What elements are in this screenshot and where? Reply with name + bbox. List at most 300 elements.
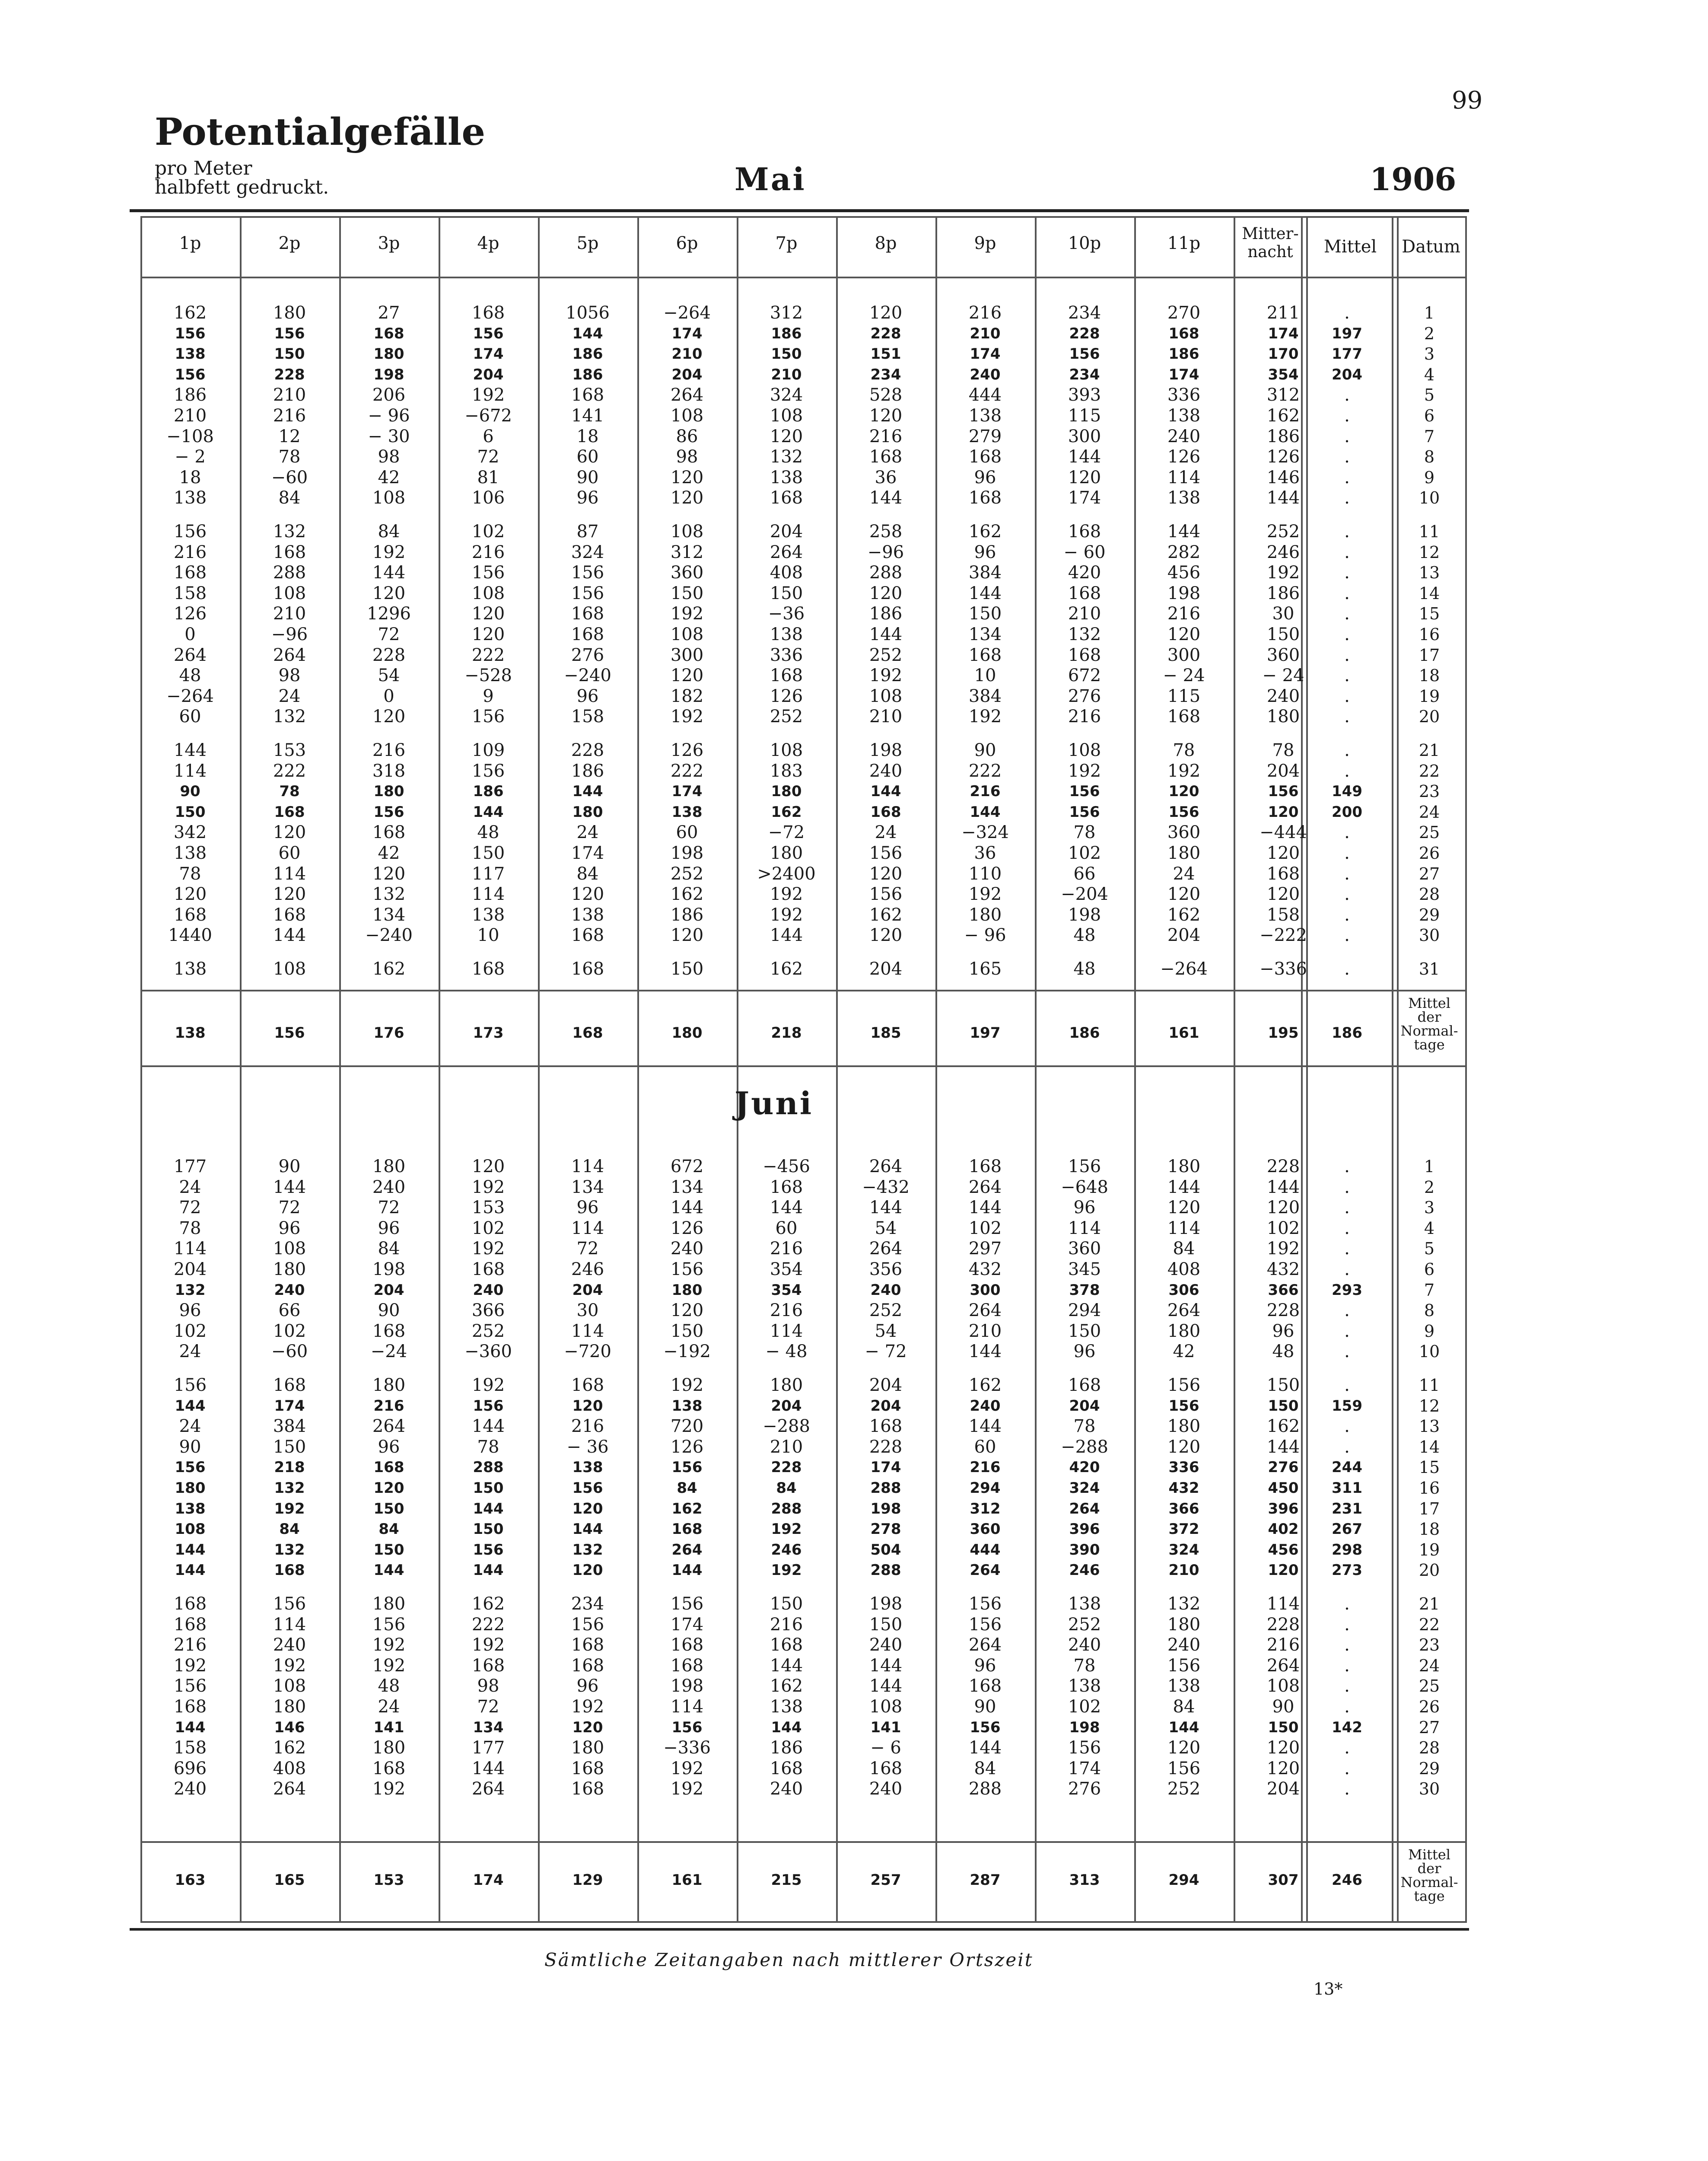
table-cell: 156 [671, 1718, 703, 1736]
table-cell: 120 [770, 426, 803, 446]
table-cell: 204 [869, 959, 903, 979]
table-cell: 98 [676, 447, 698, 467]
table-cell: 186 [770, 1738, 803, 1758]
date-cell: 31 [1419, 959, 1440, 979]
table-cell: 222 [471, 645, 505, 665]
table-cell: −240 [365, 925, 413, 946]
table-cell: 120 [273, 822, 306, 843]
table-cell: 84 [378, 522, 400, 542]
date-cell: 19 [1419, 686, 1440, 706]
table-cell: 264 [670, 385, 704, 405]
table-cell: 150 [473, 1479, 504, 1497]
table-cell: 156 [471, 563, 505, 583]
table-cell: 18 [179, 467, 201, 488]
table-cell: 174 [571, 843, 604, 863]
table-cell: 228 [571, 740, 604, 760]
table-cell: 108 [670, 522, 704, 542]
column-mean: 138 [175, 1024, 206, 1042]
table-cell: 132 [273, 522, 306, 542]
table-cell: 120 [372, 864, 406, 884]
mean-cell: . [1344, 1342, 1350, 1362]
table-cell: 120 [1167, 1198, 1201, 1218]
date-cell: 12 [1419, 542, 1440, 562]
mean-cell: . [1344, 1239, 1350, 1259]
table-cell: 294 [970, 1479, 1001, 1497]
table-cell: 186 [1168, 345, 1199, 363]
table-cell: 192 [274, 1500, 305, 1517]
table-cell: 198 [1167, 583, 1201, 603]
table-cell: 156 [670, 1259, 704, 1279]
table-cell: 234 [1069, 366, 1100, 383]
table-cell: 324 [571, 542, 604, 562]
table-cell: 144 [473, 1562, 504, 1579]
table-cell: 300 [970, 1281, 1001, 1299]
table-cell: 144 [572, 783, 603, 800]
table-cell: 156 [175, 366, 206, 383]
table-cell: 144 [771, 1718, 802, 1736]
table-cell: −288 [1061, 1437, 1108, 1457]
table-cell: −108 [166, 426, 214, 446]
date-cell: 7 [1424, 1280, 1435, 1300]
table-cell: 216 [770, 1614, 803, 1635]
subtitle-line2: halbfett gedruckt. [155, 176, 329, 198]
table-cell: −324 [961, 822, 1009, 843]
table-cell: 216 [571, 1416, 604, 1437]
table-cell: 141 [571, 406, 604, 426]
table-cell: 258 [869, 522, 903, 542]
table-cell: 240 [870, 1281, 901, 1299]
table-cell: 114 [1167, 467, 1201, 488]
table-cell: 126 [1266, 447, 1300, 467]
mean-cell: . [1344, 1198, 1350, 1218]
table-cell: 168 [571, 925, 604, 946]
column-mean: 174 [473, 1871, 504, 1889]
date-cell: 6 [1424, 406, 1435, 425]
table-cell: 30 [576, 1300, 599, 1321]
table-cell: 192 [670, 707, 704, 727]
mean-cell: . [1344, 1614, 1350, 1635]
table-cell: −288 [763, 1416, 810, 1437]
table-cell: 90 [974, 740, 996, 760]
date-cell: 10 [1419, 1342, 1440, 1361]
column-header: 2p [278, 233, 301, 253]
mean-cell: . [1344, 843, 1350, 863]
table-cell: 108 [869, 686, 903, 706]
table-cell: 114 [273, 864, 306, 884]
mean-cell: . [1344, 864, 1350, 884]
table-cell: 78 [1073, 1655, 1096, 1676]
table-cell: 384 [968, 686, 1002, 706]
table-cell: −36 [768, 604, 805, 624]
table-cell: 168 [1068, 522, 1101, 542]
table-cell: 384 [273, 1416, 306, 1437]
table-cell: 120 [1266, 1198, 1300, 1218]
sheet-signature: 13* [1314, 1979, 1343, 1998]
date-cell: 29 [1419, 905, 1440, 924]
table-cell: 150 [770, 583, 803, 603]
table-cell: 174 [473, 345, 504, 363]
table-cell: 198 [372, 1259, 406, 1279]
table-cell: 240 [274, 1281, 305, 1299]
table-cell: 144 [373, 1562, 404, 1579]
table-cell: 144 [770, 1655, 803, 1676]
column-mean: 257 [870, 1871, 901, 1889]
table-cell: 144 [471, 1758, 505, 1779]
table-cell: − 24 [1163, 666, 1205, 686]
table-cell: 138 [572, 1459, 603, 1476]
table-cell: 222 [273, 761, 306, 781]
mean-cell: . [1344, 905, 1350, 925]
table-cell: 276 [1068, 1779, 1101, 1799]
table-cell: 150 [771, 345, 802, 363]
table-cell: 150 [1268, 1718, 1299, 1736]
table-cell: 96 [974, 542, 996, 562]
table-cell: 372 [1168, 1520, 1199, 1538]
table-cell: 156 [1167, 1655, 1201, 1676]
table-cell: 84 [1173, 1697, 1195, 1717]
table-cell: 168 [173, 1697, 207, 1717]
table-cell: 183 [770, 761, 803, 781]
table-cell: 108 [471, 583, 505, 603]
mean-cell: 142 [1332, 1718, 1362, 1736]
table-cell: 312 [970, 1500, 1001, 1517]
date-cell: 27 [1419, 1718, 1440, 1737]
mean-cell: . [1344, 542, 1350, 562]
table-cell: 390 [1069, 1541, 1100, 1559]
year: 1906 [1370, 161, 1457, 198]
table-cell: 96 [1272, 1321, 1295, 1341]
table-cell: 114 [571, 1218, 604, 1238]
table-cell: 120 [670, 666, 704, 686]
table-cell: 264 [273, 645, 306, 665]
table-cell: −432 [862, 1177, 910, 1197]
table-cell: 300 [1167, 645, 1201, 665]
table-cell: 144 [970, 803, 1001, 821]
table-cell: 134 [372, 905, 406, 925]
table-cell: 156 [173, 1676, 207, 1696]
table-cell: 186 [1266, 426, 1300, 446]
table-cell: 96 [974, 1655, 996, 1676]
table-cell: 210 [770, 1437, 803, 1457]
date-cell: 10 [1419, 488, 1440, 508]
table-cell: 156 [473, 1397, 504, 1415]
table-cell: 408 [770, 563, 803, 583]
table-cell: 108 [273, 1239, 306, 1259]
table-cell: 144 [968, 1416, 1002, 1437]
table-cell: 90 [1272, 1697, 1295, 1717]
footnote: Sämtliche Zeitangaben nach mittlerer Ortszeit [544, 1949, 1034, 1970]
table-cell: 216 [968, 303, 1002, 323]
table-cell: 24 [179, 1416, 201, 1437]
table-cell: 78 [1272, 740, 1295, 760]
table-cell: 264 [471, 1779, 505, 1799]
table-cell: 114 [1167, 1218, 1201, 1238]
table-cell: 78 [278, 447, 301, 467]
table-cell: 120 [572, 1397, 603, 1415]
table-cell: 156 [473, 325, 504, 342]
table-cell: 162 [770, 1676, 803, 1696]
table-cell: 216 [970, 783, 1001, 800]
table-cell: 180 [1266, 707, 1300, 727]
table-cell: 288 [869, 563, 903, 583]
table-cell: 144 [968, 1738, 1002, 1758]
table-cell: 138 [770, 467, 803, 488]
date-cell: 2 [1424, 1177, 1435, 1197]
table-cell: 1440 [168, 925, 212, 946]
table-cell: 384 [968, 563, 1002, 583]
column-mean: 294 [1168, 1871, 1199, 1889]
table-cell: 86 [676, 426, 698, 446]
table-cell: 138 [1167, 488, 1201, 508]
date-cell: 9 [1424, 468, 1435, 487]
table-cell: 366 [1268, 1281, 1299, 1299]
table-cell: 210 [273, 604, 306, 624]
mean-cell: . [1344, 1655, 1350, 1676]
page-title: Potentialgefälle [155, 110, 486, 154]
table-cell: 216 [1266, 1635, 1300, 1655]
table-cell: 96 [974, 467, 996, 488]
table-cell: 174 [1068, 488, 1101, 508]
table-cell: 144 [572, 325, 603, 342]
table-cell: 180 [273, 1697, 306, 1717]
column-header: 7p [775, 233, 798, 253]
table-cell: 24 [278, 686, 301, 706]
date-cell: 5 [1424, 1239, 1435, 1259]
table-cell: 48 [1073, 959, 1096, 979]
table-cell: 228 [1266, 1300, 1300, 1321]
table-cell: 120 [1167, 1738, 1201, 1758]
date-cell: 12 [1419, 1396, 1440, 1415]
mean-cell: 231 [1332, 1500, 1362, 1517]
table-cell: 114 [471, 884, 505, 905]
table-cell: 198 [373, 366, 404, 383]
normal-days-label: Mittel der Normal-tage [1400, 995, 1458, 1053]
table-cell: 6 [483, 426, 494, 446]
table-cell: 156 [1168, 803, 1199, 821]
table-cell: 144 [273, 925, 306, 946]
table-cell: 150 [670, 959, 704, 979]
table-cell: 240 [1068, 1635, 1101, 1655]
table-cell: 72 [477, 1697, 499, 1717]
table-cell: 120 [571, 884, 604, 905]
table-cell: 408 [1167, 1259, 1201, 1279]
table-cell: 444 [970, 1541, 1001, 1559]
table-cell: 297 [968, 1239, 1002, 1259]
table-cell: 156 [869, 843, 903, 863]
row-rule [140, 1841, 1467, 1843]
table-cell: − 60 [1063, 542, 1106, 562]
column-mean: 195 [1268, 1024, 1299, 1042]
table-cell: 144 [572, 1520, 603, 1538]
table-cell: 294 [1068, 1300, 1101, 1321]
table-cell: 168 [571, 1635, 604, 1655]
date-cell: 8 [1424, 447, 1435, 467]
table-cell: 60 [576, 447, 599, 467]
column-header-date: Datum [1402, 237, 1460, 257]
date-cell: 1 [1424, 303, 1435, 322]
table-cell: 108 [770, 406, 803, 426]
table-cell: −456 [763, 1157, 810, 1176]
date-cell: 3 [1424, 344, 1435, 364]
table-cell: 120 [869, 864, 903, 884]
table-cell: 168 [770, 1758, 803, 1779]
table-cell: 144 [273, 1177, 306, 1197]
table-cell: − 2 [175, 447, 206, 467]
table-cell: 144 [1068, 447, 1101, 467]
table-cell: 168 [1168, 325, 1199, 342]
table-cell: 420 [1069, 1459, 1100, 1476]
mean-cell: . [1344, 604, 1350, 624]
table-cell: 270 [1167, 303, 1201, 323]
table-cell: 1296 [367, 604, 411, 624]
table-cell: 144 [1266, 488, 1300, 508]
table-cell: 264 [968, 1635, 1002, 1655]
table-cell: −240 [564, 666, 611, 686]
table-cell: 162 [273, 1738, 306, 1758]
column-mean: 186 [1332, 1024, 1362, 1042]
table-cell: 288 [968, 1779, 1002, 1799]
table-cell: 144 [1266, 1177, 1300, 1197]
table-cell: 156 [373, 803, 404, 821]
mean-cell: . [1344, 1758, 1350, 1779]
table-cell: 102 [1068, 843, 1101, 863]
table-cell: 168 [274, 1562, 305, 1579]
table-cell: 102 [471, 1218, 505, 1238]
table-cell: 192 [1167, 761, 1201, 781]
table-cell: 132 [274, 1479, 305, 1497]
table-cell: 106 [471, 488, 505, 508]
date-cell: 5 [1424, 386, 1435, 405]
table-cell: 90 [179, 1437, 201, 1457]
table-cell: 198 [869, 1594, 903, 1614]
table-cell: 456 [1167, 563, 1201, 583]
table-cell: 180 [770, 1375, 803, 1395]
table-cell: 192 [1266, 1239, 1300, 1259]
table-cell: 240 [173, 1779, 207, 1799]
date-cell: 27 [1419, 864, 1440, 883]
table-cell: 234 [870, 366, 901, 383]
table-cell: 138 [175, 1500, 206, 1517]
table-cell: 168 [770, 488, 803, 508]
table-cell: 162 [770, 959, 803, 979]
table-cell: 153 [273, 740, 306, 760]
table-cell: 162 [1266, 1416, 1300, 1437]
table-cell: 180 [175, 1479, 206, 1497]
table-cell: 204 [572, 1281, 603, 1299]
mean-cell: . [1344, 1157, 1350, 1176]
table-cell: 192 [372, 1635, 406, 1655]
normal-days-label: Mittel der Normal-tage [1400, 1846, 1458, 1904]
table-cell: 156 [1268, 783, 1299, 800]
table-cell: 168 [471, 1259, 505, 1279]
table-cell: 168 [372, 1758, 406, 1779]
table-cell: 366 [1168, 1500, 1199, 1517]
table-cell: 198 [869, 740, 903, 760]
date-cell: 22 [1419, 761, 1440, 781]
table-cell: 168 [571, 1375, 604, 1395]
table-cell: 264 [968, 1300, 1002, 1321]
table-cell: 228 [1266, 1614, 1300, 1635]
table-cell: 132 [1167, 1594, 1201, 1614]
table-cell: 108 [273, 1676, 306, 1696]
table-cell: 528 [869, 385, 903, 405]
table-cell: 126 [670, 1437, 704, 1457]
table-cell: 150 [1268, 1397, 1299, 1415]
table-cell: 144 [175, 1541, 206, 1559]
table-cell: 228 [870, 325, 901, 342]
table-cell: 108 [1266, 1676, 1300, 1696]
date-cell: 6 [1424, 1260, 1435, 1279]
table-cell: 168 [968, 1676, 1002, 1696]
table-cell: 120 [1266, 1738, 1300, 1758]
table-cell: 168 [571, 385, 604, 405]
date-cell: 9 [1424, 1321, 1435, 1341]
table-cell: 24 [875, 822, 897, 843]
table-cell: 138 [175, 345, 206, 363]
table-cell: 168 [968, 488, 1002, 508]
table-cell: −672 [464, 406, 512, 426]
table-cell: 66 [1073, 864, 1096, 884]
table-cell: 120 [670, 467, 704, 488]
table-cell: 150 [175, 803, 206, 821]
table-cell: 126 [173, 604, 207, 624]
table-cell: 90 [576, 467, 599, 488]
table-cell: 186 [572, 345, 603, 363]
table-cell: 120 [1167, 884, 1201, 905]
table-cell: 192 [670, 1758, 704, 1779]
table-cell: 168 [273, 905, 306, 925]
table-cell: 90 [378, 1300, 400, 1321]
mean-cell: . [1344, 645, 1350, 665]
table-cell: 168 [968, 645, 1002, 665]
table-cell: 72 [378, 625, 400, 644]
mean-cell: . [1344, 1375, 1350, 1395]
table-cell: 393 [1068, 385, 1101, 405]
date-cell: 8 [1424, 1301, 1435, 1320]
table-cell: 134 [571, 1177, 604, 1197]
date-cell: 30 [1419, 1779, 1440, 1799]
table-cell: 156 [1168, 1397, 1199, 1415]
mean-cell: . [1344, 1416, 1350, 1437]
table-cell: −264 [663, 303, 711, 323]
table-cell: 216 [770, 1239, 803, 1259]
table-cell: 102 [968, 1218, 1002, 1238]
table-cell: 216 [471, 542, 505, 562]
table-cell: 144 [173, 740, 207, 760]
table-cell: 180 [1167, 843, 1201, 863]
table-cell: 204 [671, 366, 703, 383]
table-cell: 24 [1173, 864, 1195, 884]
table-cell: 180 [372, 1375, 406, 1395]
table-cell: 144 [770, 1198, 803, 1218]
table-cell: 156 [372, 1614, 406, 1635]
table-cell: 48 [1272, 1342, 1295, 1362]
table-cell: 132 [273, 707, 306, 727]
table-cell: 144 [869, 488, 903, 508]
table-cell: 216 [869, 426, 903, 446]
table-cell: −60 [271, 1342, 308, 1362]
table-cell: 168 [471, 959, 505, 979]
table-cell: 192 [670, 1779, 704, 1799]
table-cell: 168 [770, 1177, 803, 1197]
column-mean: 176 [373, 1024, 404, 1042]
table-cell: 180 [571, 1738, 604, 1758]
column-mean: 165 [274, 1871, 305, 1889]
table-cell: 186 [869, 604, 903, 624]
table-cell: 114 [571, 1157, 604, 1176]
table-cell: 42 [378, 467, 400, 488]
table-cell: 150 [471, 843, 505, 863]
